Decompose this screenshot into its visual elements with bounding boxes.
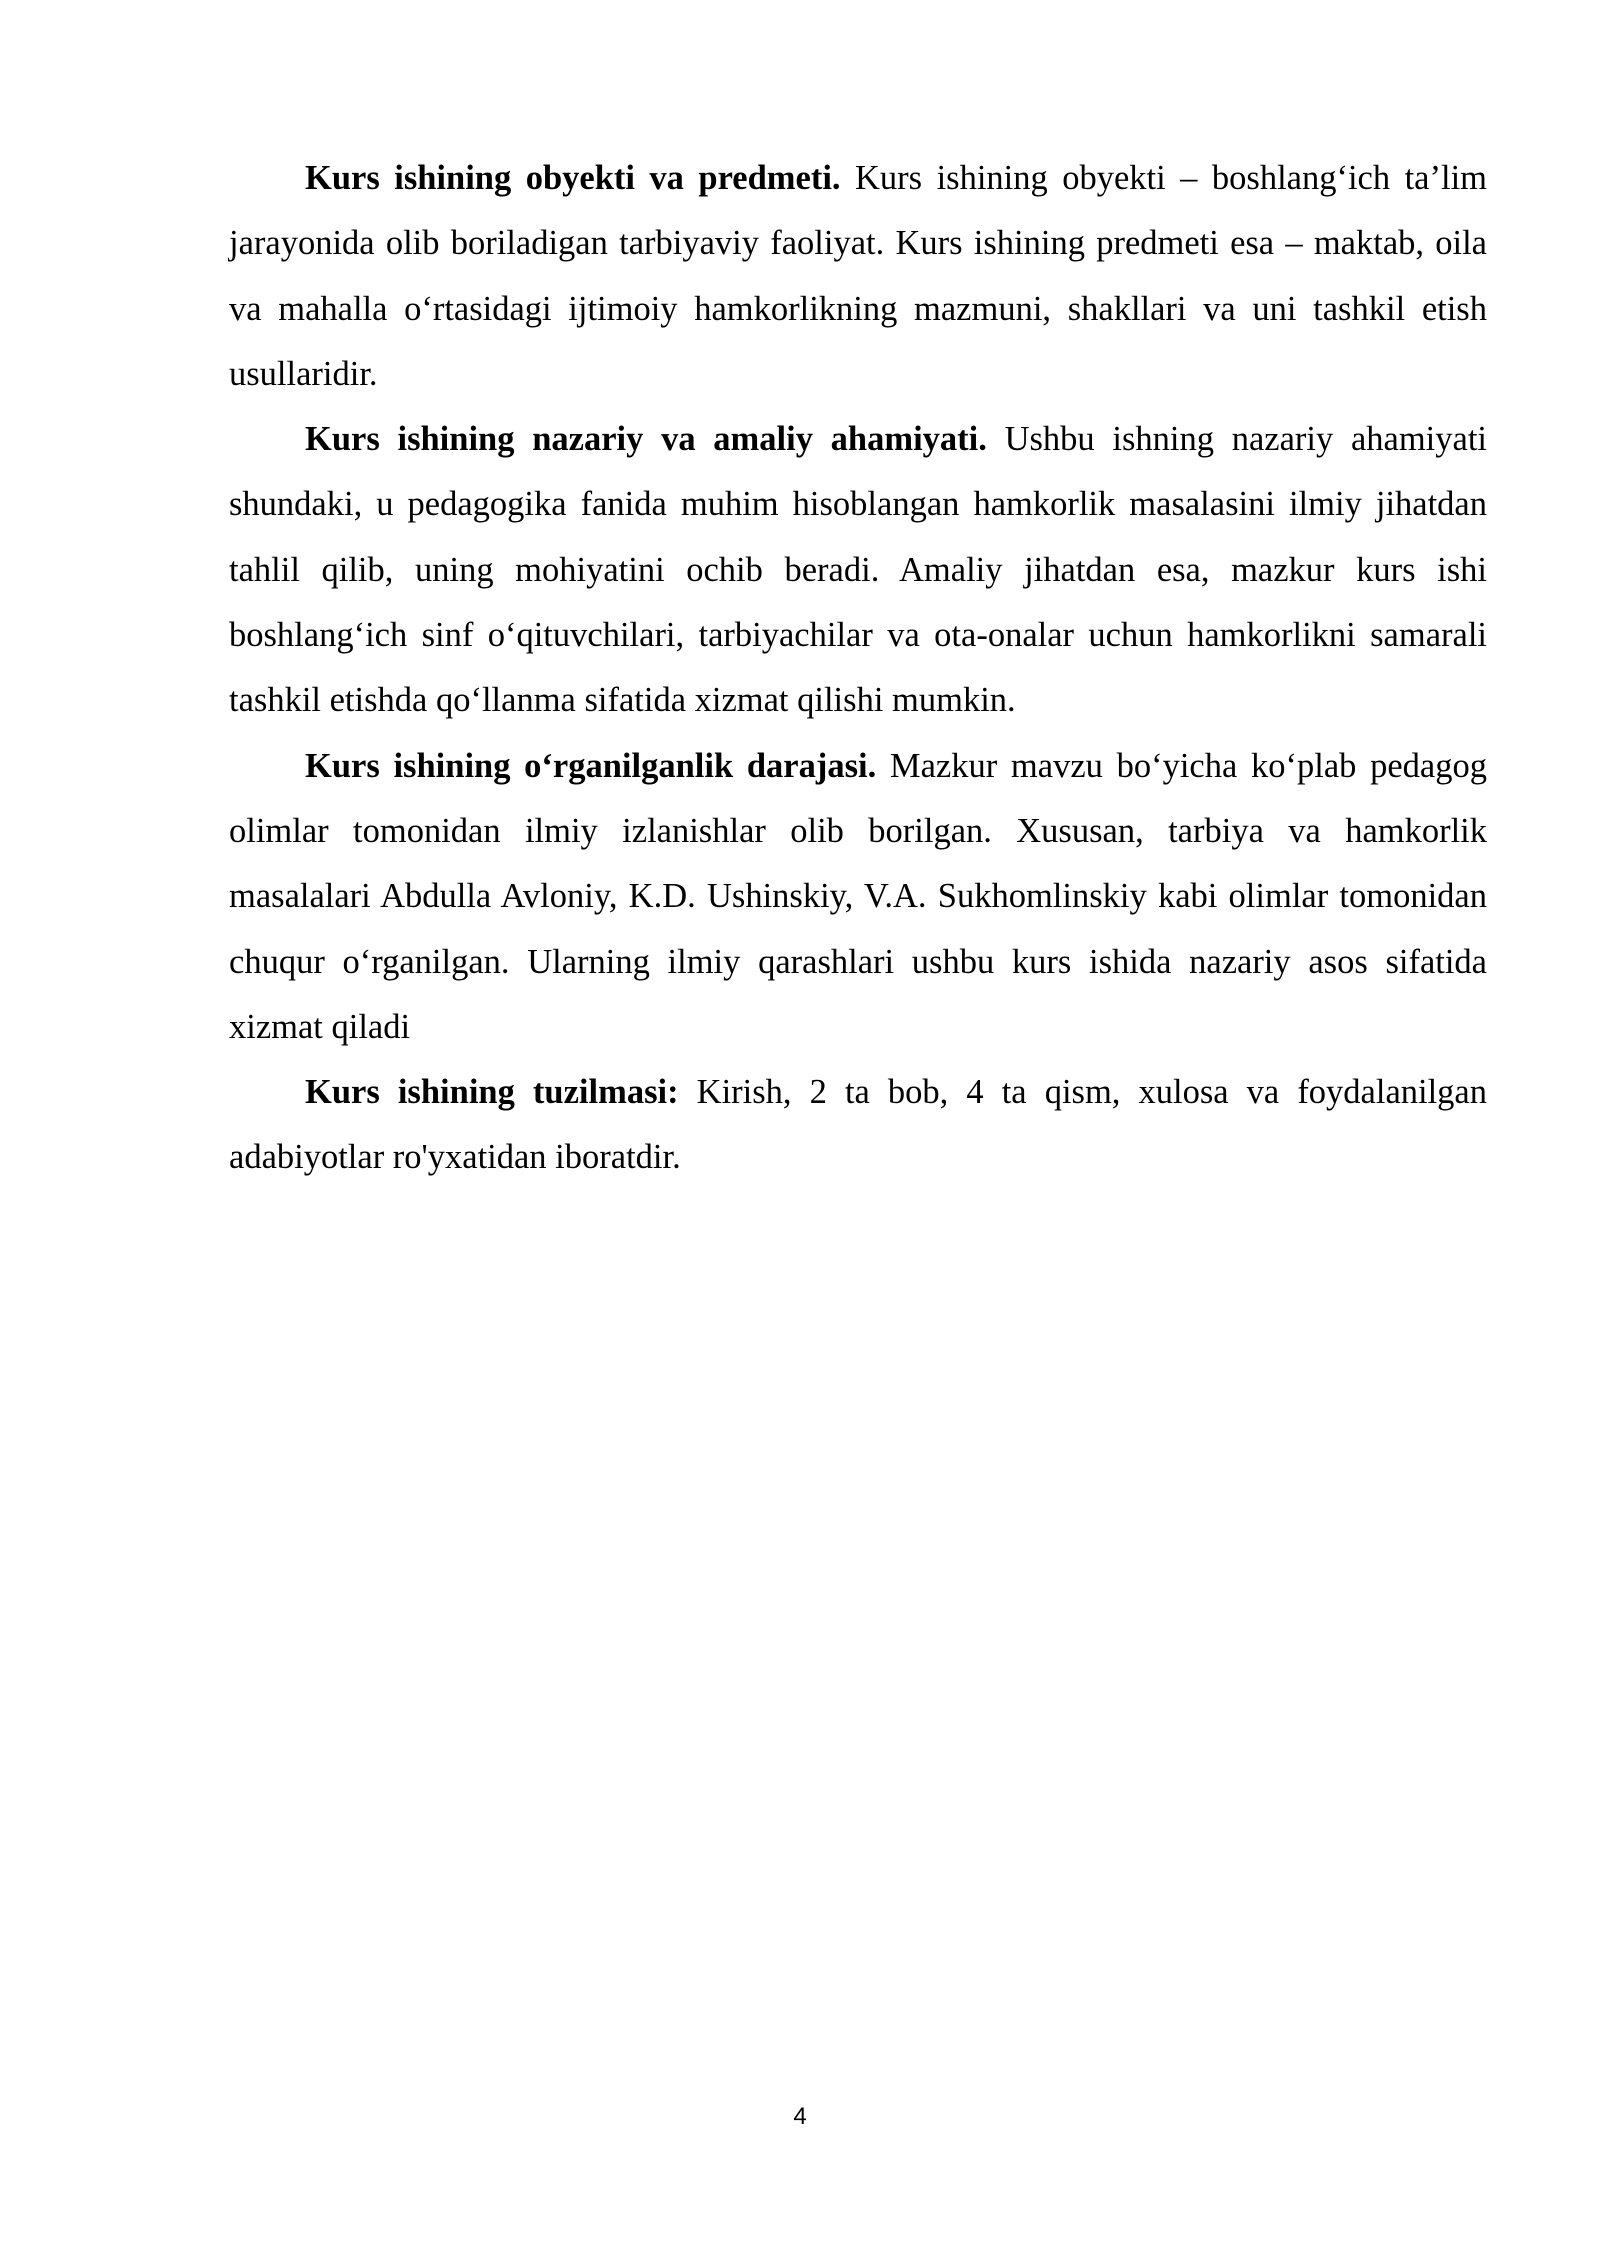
paragraph-object-subject bbox=[229, 146, 1487, 407]
paragraph-text: Kurs ishining obyekti – boshlang‘ich ta’lim jarayonida olib boriladigan tarbiyaviy faoliyat. Kurs ishining predmeti esa – maktab, oila va mahalla o‘rtasidagi ijtimoiy hamkorlikning mazmuni, shakllari va uni tashkil etish usullaridir. bbox=[229, 159, 1487, 393]
paragraph-text: Ushbu ishning nazariy ahamiyati shundaki, u pedagogika fanida muhim hisoblangan hamkorlik masalasini ilmiy jihatdan tahlil qilib, uning mohiyatini ochib beradi. Amaliy jihatdan esa, mazkur kurs ishi boshlang‘ich sinf o‘qituvchilari, tarbiyachilar va ota-onalar uchun hamkorlikni samarali tashkil etishda qo‘llanma sifatida xizmat qilishi mumkin. bbox=[229, 420, 1487, 720]
paragraph-structure bbox=[229, 1060, 1487, 1191]
paragraph-text: Mazkur mavzu bo‘yicha ko‘plab pedagog olimlar tomonidan ilmiy izlanishlar olib borilgan. Xususan, tarbiya va hamkorlik masalalari Abdulla Avloniy, K.D. Ushinskiy, V.A. Sukhomlinskiy kabi olimlar tomonidan chuqur o‘rganilgan. Ularning ilmiy qarashlari ushbu kurs ishida nazariy asos sifatida xizmat qiladi bbox=[229, 746, 1487, 1046]
paragraph-study-level bbox=[229, 734, 1487, 1060]
page-number: 4 bbox=[793, 2103, 807, 2130]
paragraph-significance bbox=[229, 407, 1487, 733]
paragraph-heading: Kurs ishining obyekti va predmeti. bbox=[305, 159, 841, 197]
paragraph-text: Kirish, 2 ta bob, 4 ta qism, xulosa va foydalanilgan adabiyotlar ro'yxatidan iboratdir. bbox=[229, 1073, 1487, 1177]
paragraph-heading: Kurs ishining tuzilmasi: bbox=[305, 1073, 679, 1112]
paragraph-heading: Kurs ishining nazariy va amaliy ahamiyati. bbox=[305, 420, 987, 459]
paragraph-heading: Kurs ishining o‘rganilganlik darajasi. bbox=[305, 746, 877, 785]
document-body bbox=[229, 146, 1487, 1191]
